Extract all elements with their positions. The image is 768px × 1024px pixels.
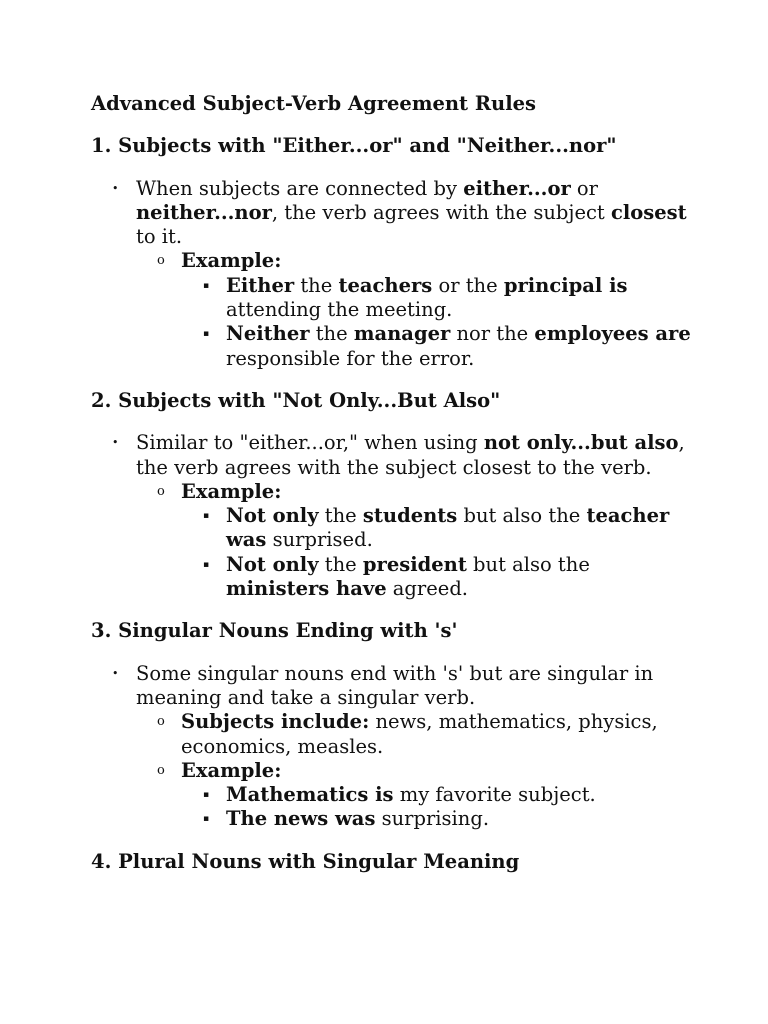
list-item: o Subjects include: news, mathematics, physics, economics, measles. [157, 710, 658, 758]
bullet-disc-icon: • [112, 181, 119, 195]
bullet-square-icon: ▪ [203, 511, 210, 522]
section-1-list [91, 177, 691, 371]
section-heading-3: 3. Singular Nouns Ending with 's' [91, 619, 458, 643]
list-item [136, 480, 691, 601]
list-item: ▪ Not only the president but also the ministers have agreed. [203, 552, 590, 601]
sub-list [136, 249, 691, 370]
sub-list [136, 480, 691, 601]
bullet-circle-icon: o [157, 714, 165, 730]
example-label: Example: [181, 249, 282, 273]
bullet-square-icon: ▪ [203, 790, 210, 801]
bullet-disc-icon: • [112, 666, 119, 680]
bullet-square-icon: ▪ [203, 280, 210, 291]
bullet-square-icon: ▪ [203, 814, 210, 825]
bullet-circle-icon: o [157, 253, 165, 269]
section-3-list [91, 662, 691, 832]
list-item: ▪ The news was surprising. [203, 807, 490, 831]
list-item: • Similar to "either...or," when using not only...but also, the verb agrees with the subject closest to the verb. o Example: ▪ Not only the students but also the teacher was surprised. ▪ Not only the president but also the ministers have agreed. [91, 431, 691, 601]
bullet-square-icon: ▪ [203, 559, 210, 570]
bullet-circle-icon: o [157, 762, 165, 778]
list-item: ▪ Not only the students but also the teacher was surprised. [203, 504, 670, 552]
bullet-disc-icon: • [112, 436, 119, 450]
section-heading-2: 2. Subjects with "Not Only...But Also" [91, 388, 501, 412]
list-item: ▪ Either the teachers or the principal is attending the meeting. [203, 273, 628, 322]
list-item: ▪ Neither the manager nor the employees are responsible for the error. [203, 322, 691, 370]
bullet-circle-icon: o [157, 483, 165, 499]
example-list [181, 274, 691, 371]
bullet-square-icon: ▪ [203, 329, 210, 340]
list-item [136, 759, 691, 832]
example-label: Example: [181, 479, 282, 503]
example-label: Example: [181, 758, 282, 782]
example-list [181, 504, 691, 601]
list-item: • Some singular nouns end with 's' but are singular in meaning and take a singular verb. o Subjects include: news, mathematics, physics, economics, measles. o Example: ▪ Mathematics is my favorite subject. ▪ The news was surprising. [91, 662, 691, 832]
subjects-label: Subjects include: [181, 710, 370, 734]
list-item [136, 249, 691, 370]
document-title: Advanced Subject-Verb Agreement Rules [91, 92, 537, 115]
list-item: • When subjects are connected by either...or or neither...nor, the verb agrees with the subject closest to it. o Example: ▪ Either the teachers or the principal is attending the meeting. ▪ Neither the manager nor the employees are responsible for the error. [112, 176, 691, 370]
section-2-list [91, 431, 691, 601]
section-heading-1: 1. Subjects with "Either...or" and "Neither...nor" [91, 134, 617, 158]
sub-list [136, 710, 691, 831]
example-list [181, 783, 691, 832]
document-body [91, 92, 691, 892]
section-heading-4: 4. Plural Nouns with Singular Meaning [91, 849, 520, 873]
list-item: ▪ Mathematics is my favorite subject. [203, 783, 596, 807]
